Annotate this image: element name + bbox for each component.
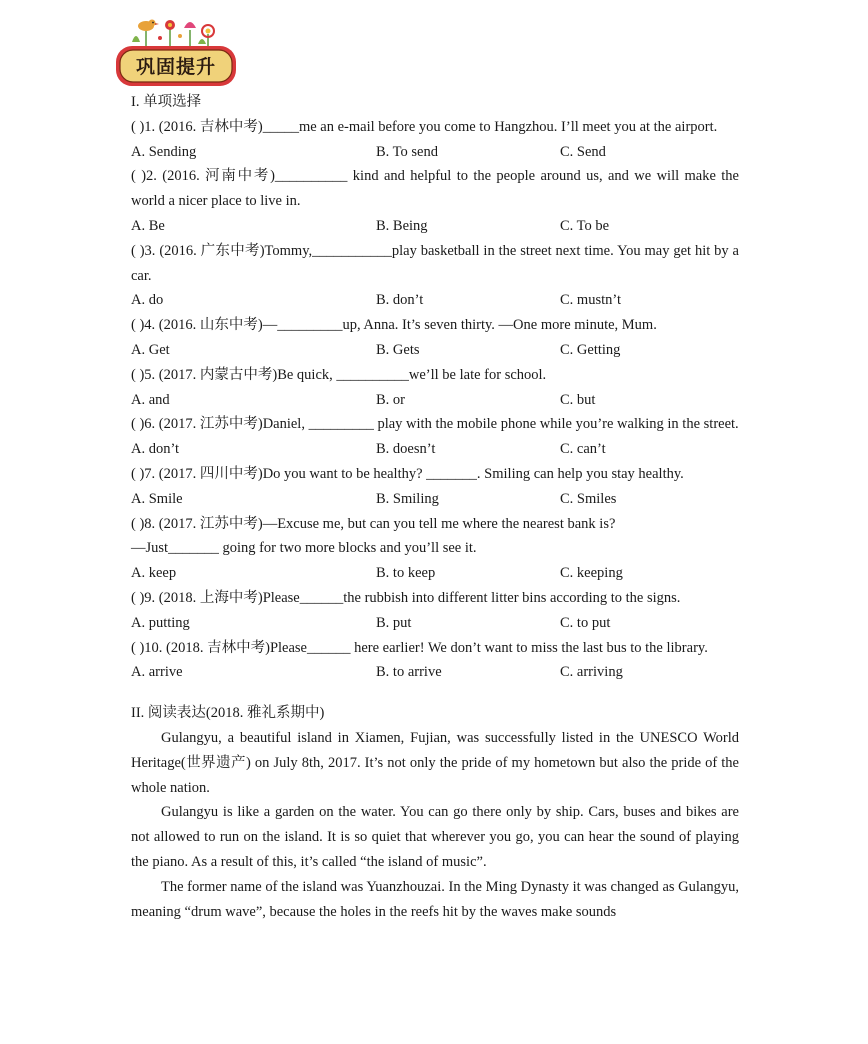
- option-a: A. don’t: [131, 441, 180, 458]
- option-c: C. Getting: [560, 341, 621, 358]
- option-a: A. putting: [131, 614, 190, 631]
- question-1-options: [131, 140, 739, 165]
- option-b: B. or: [376, 391, 405, 408]
- option-a: A. and: [131, 391, 170, 408]
- section2-title: II. 阅读表达(2018. 雅礼系期中): [131, 705, 325, 722]
- option-b: B. To send: [376, 143, 438, 160]
- question-3-stem: ( )3. (2016. 广东中考)Tommy,___________play basketball in the street next time. You may get hit by a car.: [131, 242, 739, 284]
- question-5-options: [131, 388, 739, 413]
- question-2-options: [131, 214, 739, 239]
- option-c: C. to put: [560, 614, 611, 631]
- option-a: A. Smile: [131, 490, 183, 507]
- question-1-stem: ( )1. (2016. 吉林中考)_____me an e-mail before you come to Hangzhou. I’ll meet you at the airport.: [131, 118, 718, 135]
- banner-title: 巩固提升: [135, 56, 216, 78]
- option-c: C. keeping: [560, 565, 623, 582]
- section1-title: I. 单项选择: [131, 94, 202, 110]
- exercise-content: [131, 90, 739, 924]
- question-9-options: [131, 611, 739, 636]
- option-c: C. Smiles: [560, 490, 617, 507]
- reading-paragraph-3: The former name of the island was Yuanzhouzai. In the Ming Dynasty it was changed as Gulangyu, meaning “drum wave”, because the holes in the reefs hit by the waves make sounds: [131, 878, 739, 920]
- option-b: B. put: [376, 614, 412, 631]
- option-b: B. Smiling: [376, 490, 439, 507]
- question-10-stem: ( )10. (2018. 吉林中考)Please______ here earlier! We don’t want to miss the last bus to the library.: [131, 639, 708, 656]
- reading-paragraph-1: Gulangyu, a beautiful island in Xiamen, Fujian, was successfully listed in the UNESCO World Heritage(世界遗产) on July 8th, 2017. It’s not only the pride of my hometown but also the pride of the whole nation.: [131, 729, 739, 796]
- question-7-options: [131, 487, 739, 512]
- option-a: A. arrive: [131, 664, 183, 681]
- section-banner: [112, 14, 240, 88]
- option-c: C. can’t: [560, 441, 606, 458]
- question-8-options: [131, 561, 739, 586]
- option-a: A. Sending: [131, 143, 197, 160]
- option-b: B. doesn’t: [376, 441, 436, 458]
- option-b: B. Gets: [376, 341, 420, 358]
- option-a: A. keep: [131, 565, 177, 582]
- question-6-stem: ( )6. (2017. 江苏中考)Daniel, _________ play with the mobile phone while you’re walking in the street.: [131, 416, 739, 433]
- question-9-stem: ( )9. (2018. 上海中考)Please______the rubbish into different litter bins according to the signs.: [131, 589, 681, 606]
- option-a: A. Get: [131, 341, 170, 358]
- question-8-stem-reply: —Just_______ going for two more blocks and you’ll see it.: [131, 540, 477, 557]
- option-c: C. but: [560, 391, 596, 408]
- option-b: B. don’t: [376, 292, 424, 309]
- question-7-stem: ( )7. (2017. 四川中考)Do you want to be healthy? _______. Smiling can help you stay healthy.: [131, 465, 684, 482]
- option-c: C. arriving: [560, 664, 623, 681]
- question-8-stem: ( )8. (2017. 江苏中考)—Excuse me, but can you tell me where the nearest bank is?: [131, 515, 616, 532]
- question-5-stem: ( )5. (2017. 内蒙古中考)Be quick, __________we’ll be late for school.: [131, 366, 547, 383]
- question-10-options: [131, 660, 739, 685]
- reading-paragraph-2: Gulangyu is like a garden on the water. You can go there only by ship. Cars, buses and bikes are not allowed to run on the island. It is so quiet that wherever you go, you can hear the sound of playing the piano. As a result of this, it’s called “the island of music”.: [131, 804, 739, 870]
- option-b: B. to keep: [376, 565, 436, 582]
- option-a: A. do: [131, 292, 164, 309]
- question-6-options: [131, 437, 739, 462]
- option-c: C. mustn’t: [560, 292, 621, 309]
- question-2-stem: ( )2. (2016. 河南中考)__________ kind and helpful to the people around us, and we will make the world a nicer place to live in.: [131, 168, 739, 210]
- question-3-options: [131, 288, 739, 313]
- option-b: B. to arrive: [376, 664, 442, 681]
- question-4-stem: ( )4. (2016. 山东中考)—_________up, Anna. It’s seven thirty. —One more minute, Mum.: [131, 317, 657, 334]
- option-c: C. To be: [560, 217, 610, 234]
- option-b: B. Being: [376, 217, 428, 234]
- question-4-options: [131, 338, 739, 363]
- option-c: C. Send: [560, 143, 606, 160]
- option-a: A. Be: [131, 217, 165, 234]
